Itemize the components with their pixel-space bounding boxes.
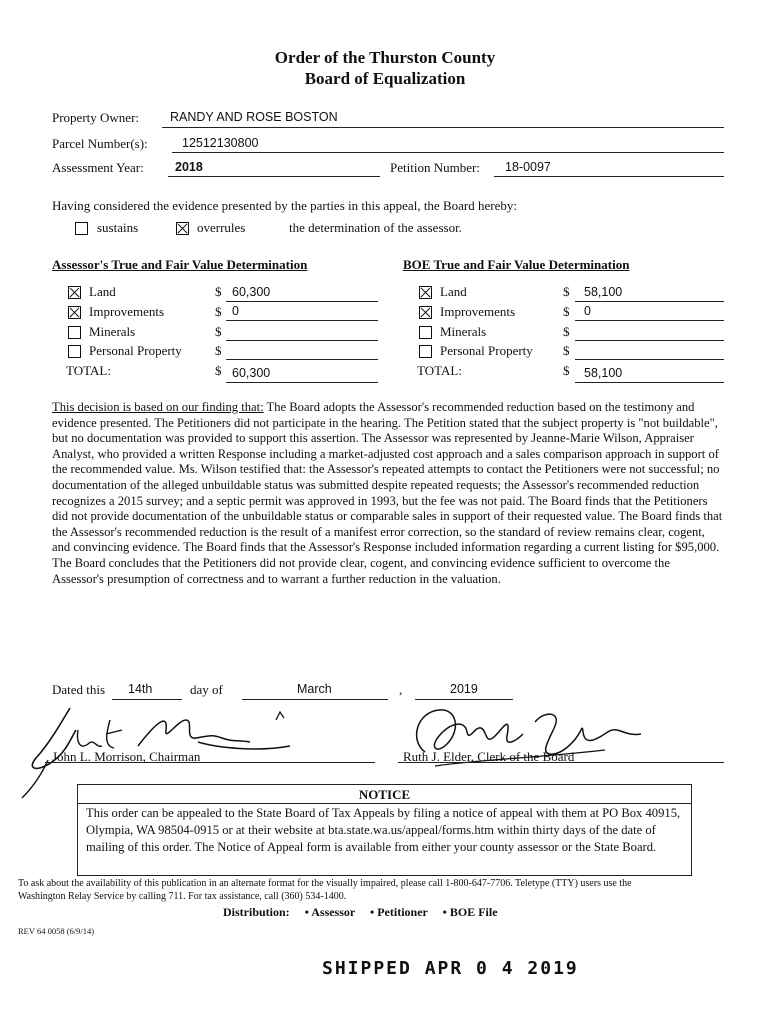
- assessor-personal-property-label: Personal Property: [89, 343, 182, 358]
- dated-dayof: day of: [190, 682, 223, 697]
- boe-improvements-value: 0: [584, 304, 591, 318]
- boe-minerals-checkbox[interactable]: [419, 326, 432, 339]
- finding-paragraph: [52, 400, 724, 587]
- assessor-total-value: 60,300: [232, 366, 271, 380]
- assessor-improvements-label: Improvements: [89, 304, 165, 319]
- assessor-improvements-value: 0: [232, 304, 239, 318]
- total-line: [575, 382, 724, 383]
- sustains-label: sustains: [97, 220, 139, 235]
- currency-symbol: $: [215, 363, 222, 378]
- value-line: [226, 340, 378, 341]
- decision-intro: Having considered the evidence presented by the parties in this appeal, the Board hereby:: [52, 198, 517, 213]
- value-line: [575, 320, 724, 321]
- petition-line: [494, 176, 724, 177]
- finding-lead: This decision is based on our finding that:: [52, 400, 264, 414]
- boe-minerals-label: Minerals: [440, 324, 487, 339]
- assessor-heading: Assessor's True and Fair Value Determination: [52, 257, 308, 272]
- decision-tail: the determination of the assessor.: [289, 220, 462, 235]
- notice-text: This order can be appealed to the State Board of Tax Appeals by filing a notice of appeal with them at PO Box 40915, Olympia, WA 98504-0915 or at their website at bta.state.wa.us/appeal/forms.htm within thirty days of the date of mailing of this order. The Notice of Appeal form is available from either your county assessor or the State Board.: [86, 806, 681, 854]
- year-label: Assessment Year:: [52, 160, 144, 175]
- dated-day: 14th: [128, 682, 153, 696]
- boe-improvements-label: Improvements: [440, 304, 516, 319]
- currency-symbol: $: [215, 304, 222, 319]
- distribution-assessor: • Assessor: [304, 905, 356, 919]
- value-line: [575, 340, 724, 341]
- currency-symbol: $: [215, 343, 222, 358]
- finding-text: The Board adopts the Assessor's recommended reduction based on the testimony and evidence presented. The Petitioners did not participate in the hearing. The Petition stated that the subject property is "not buildable", but no documentation was provided to support this assertion. The Assessor was represented by Jeanne-Marie Wilson, Appraiser Analyst, who provided a written Response including a market-adjusted cost approach and a sales comparison approach in support of the recommended value. Ms. Wilson testified that: the Assessor's repeated attempts to contact the Petitioners were not successful; no documentation of the alleged unbuildable status was submitted despite repeated requests; the Assessor's recommended reduction recognizes a 2015 survey; and a septic permit was approved in 1993, but the fee was not paid. The Board finds that the Petitioners did not provide documentation of the unbuildable status or comparable sales in support of their requested value. The Board finds that the Assessor's recommended reduction is the result of a manifest error correction, so the standard of review remains clear, cogent, and convincing evidence. The Board finds that the Assessor's Response included information regarding a current listing for $95,000. The Board concludes that the Petitioners did not provide clear, cogent, and convincing evidence sufficient to overcome the Assessor's presumption of correctness and to warrant a further reduction in the valuation.: [52, 400, 723, 586]
- value-line: [575, 359, 724, 360]
- boe-heading: BOE True and Fair Value Determination: [403, 257, 630, 272]
- currency-symbol: $: [215, 284, 222, 299]
- distribution-label: Distribution:: [223, 905, 290, 919]
- parcel-value: 12512130800: [182, 136, 259, 150]
- petition-value: 18-0097: [505, 160, 551, 174]
- clerk-name: Ruth J. Elder, Clerk of the Board: [403, 749, 575, 764]
- shipped-stamp: SHIPPED APR 0 4 2019: [322, 958, 579, 979]
- value-line: [226, 320, 378, 321]
- assessor-minerals-checkbox[interactable]: [68, 326, 81, 339]
- currency-symbol: $: [563, 284, 570, 299]
- assessor-minerals-label: Minerals: [89, 324, 136, 339]
- assessor-land-label: Land: [89, 284, 116, 299]
- page-title: Order of the Thurston County: [274, 48, 496, 67]
- assessor-land-checkbox[interactable]: [68, 286, 81, 299]
- chairman-name: John L. Morrison, Chairman: [52, 749, 201, 764]
- value-line: [575, 301, 724, 302]
- notice-box: [77, 784, 692, 876]
- boe-land-label: Land: [440, 284, 467, 299]
- currency-symbol: $: [563, 324, 570, 339]
- year-value: 2018: [175, 160, 203, 174]
- currency-symbol: $: [563, 343, 570, 358]
- notice-heading: NOTICE: [358, 787, 411, 802]
- boe-personal-property-checkbox[interactable]: [419, 345, 432, 358]
- assessor-improvements-checkbox[interactable]: [68, 306, 81, 319]
- owner-label: Property Owner:: [52, 110, 140, 125]
- boe-land-checkbox[interactable]: [419, 286, 432, 299]
- page-subtitle: Board of Equalization: [304, 69, 466, 88]
- boe-personal-property-label: Personal Property: [440, 343, 533, 358]
- assessor-land-value: 60,300: [232, 285, 271, 299]
- accessibility-note: To ask about the availability of this publication in an alternate format for the visually impaired, please call 1-800-647-7706. Teletype (TTY) users use the Washington Relay Service by calling 711. For tax assistance, call (360) 534-1400.: [18, 878, 632, 902]
- dated-year: 2019: [450, 682, 478, 696]
- dated-prefix: Dated this: [52, 682, 106, 697]
- year-line: [168, 176, 380, 177]
- value-line: [226, 301, 378, 302]
- dated-month: March: [297, 682, 332, 696]
- petition-label: Petition Number:: [390, 160, 480, 175]
- assessor-total-label: TOTAL:: [66, 363, 111, 378]
- value-line: [226, 359, 378, 360]
- owner-value: RANDY AND ROSE BOSTON: [170, 110, 338, 124]
- overrules-checkbox[interactable]: [176, 222, 189, 235]
- boe-land-value: 58,100: [584, 285, 623, 299]
- boe-improvements-checkbox[interactable]: [419, 306, 432, 319]
- parcel-label: Parcel Number(s):: [52, 136, 148, 151]
- distribution-line: [223, 905, 498, 920]
- currency-symbol: $: [563, 304, 570, 319]
- dated-comma: ,: [399, 682, 403, 697]
- boe-total-value: 58,100: [584, 366, 623, 380]
- owner-line: [162, 127, 724, 128]
- sustains-checkbox[interactable]: [75, 222, 88, 235]
- parcel-line: [172, 152, 724, 153]
- boe-total-label: TOTAL:: [417, 363, 462, 378]
- distribution-boe-file: • BOE File: [442, 905, 498, 919]
- total-line: [226, 382, 378, 383]
- currency-symbol: $: [215, 324, 222, 339]
- overrules-label: overrules: [197, 220, 246, 235]
- currency-symbol: $: [563, 363, 570, 378]
- assessor-personal-property-checkbox[interactable]: [68, 345, 81, 358]
- form-id: REV 64 0058 (6/9/14): [18, 926, 95, 936]
- distribution-petitioner: • Petitioner: [370, 905, 428, 919]
